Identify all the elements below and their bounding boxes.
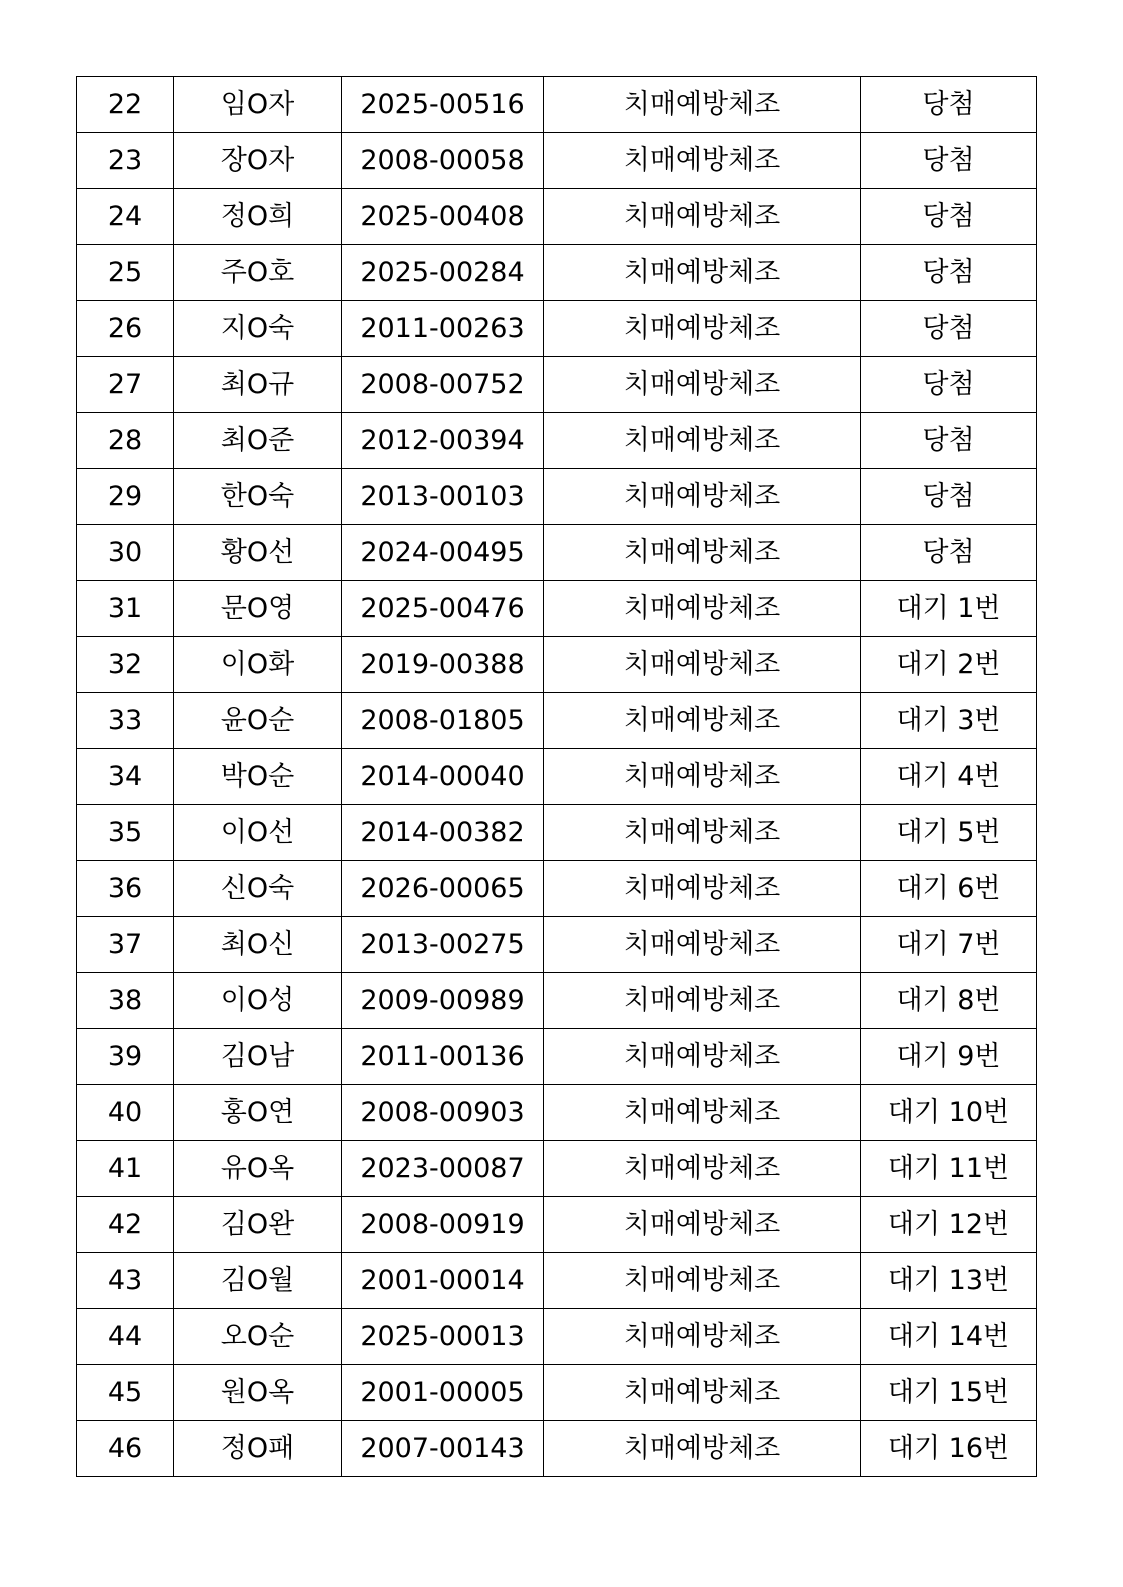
member-id: 2008-01805	[342, 693, 544, 749]
result-status: 대기 14번	[861, 1309, 1037, 1365]
member-id: 2013-00103	[342, 469, 544, 525]
row-number: 46	[77, 1421, 174, 1477]
row-number: 32	[77, 637, 174, 693]
member-name: 김O남	[174, 1029, 342, 1085]
member-name: 장O자	[174, 133, 342, 189]
member-name: 지O숙	[174, 301, 342, 357]
member-id: 2025-00284	[342, 245, 544, 301]
program-name: 치매예방체조	[544, 189, 861, 245]
program-name: 치매예방체조	[544, 749, 861, 805]
result-status: 대기 15번	[861, 1365, 1037, 1421]
result-status: 당첨	[861, 301, 1037, 357]
program-name: 치매예방체조	[544, 133, 861, 189]
row-number: 43	[77, 1253, 174, 1309]
table-row	[77, 805, 1037, 861]
program-name: 치매예방체조	[544, 1141, 861, 1197]
row-number: 28	[77, 413, 174, 469]
result-status: 당첨	[861, 245, 1037, 301]
program-name: 치매예방체조	[544, 805, 861, 861]
member-id: 2008-00058	[342, 133, 544, 189]
member-name: 문O영	[174, 581, 342, 637]
table-row	[77, 357, 1037, 413]
member-name: 이O성	[174, 973, 342, 1029]
result-status: 대기 4번	[861, 749, 1037, 805]
row-number: 29	[77, 469, 174, 525]
row-number: 36	[77, 861, 174, 917]
table-row	[77, 1365, 1037, 1421]
member-id: 2013-00275	[342, 917, 544, 973]
member-name: 주O호	[174, 245, 342, 301]
member-id: 2025-00476	[342, 581, 544, 637]
program-name: 치매예방체조	[544, 301, 861, 357]
program-name: 치매예방체조	[544, 861, 861, 917]
member-name: 박O순	[174, 749, 342, 805]
result-status: 대기 13번	[861, 1253, 1037, 1309]
table-row	[77, 1197, 1037, 1253]
program-name: 치매예방체조	[544, 1309, 861, 1365]
result-status: 대기 11번	[861, 1141, 1037, 1197]
table-row	[77, 861, 1037, 917]
member-name: 최O신	[174, 917, 342, 973]
program-name: 치매예방체조	[544, 973, 861, 1029]
member-id: 2024-00495	[342, 525, 544, 581]
member-id: 2011-00136	[342, 1029, 544, 1085]
row-number: 44	[77, 1309, 174, 1365]
table-row	[77, 1141, 1037, 1197]
table-row	[77, 749, 1037, 805]
row-number: 35	[77, 805, 174, 861]
row-number: 37	[77, 917, 174, 973]
member-name: 최O준	[174, 413, 342, 469]
member-id: 2008-00919	[342, 1197, 544, 1253]
result-status: 당첨	[861, 525, 1037, 581]
table-row	[77, 413, 1037, 469]
result-status: 당첨	[861, 189, 1037, 245]
result-status: 당첨	[861, 357, 1037, 413]
member-id: 2009-00989	[342, 973, 544, 1029]
table-row	[77, 581, 1037, 637]
program-name: 치매예방체조	[544, 1253, 861, 1309]
table-row	[77, 917, 1037, 973]
result-status: 대기 3번	[861, 693, 1037, 749]
table-row	[77, 1309, 1037, 1365]
program-name: 치매예방체조	[544, 637, 861, 693]
member-name: 김O월	[174, 1253, 342, 1309]
row-number: 39	[77, 1029, 174, 1085]
row-number: 33	[77, 693, 174, 749]
member-name: 유O옥	[174, 1141, 342, 1197]
row-number: 42	[77, 1197, 174, 1253]
row-number: 34	[77, 749, 174, 805]
program-name: 치매예방체조	[544, 1029, 861, 1085]
table-row	[77, 1253, 1037, 1309]
table-row	[77, 133, 1037, 189]
program-name: 치매예방체조	[544, 1085, 861, 1141]
result-status: 당첨	[861, 469, 1037, 525]
result-status: 대기 10번	[861, 1085, 1037, 1141]
program-name: 치매예방체조	[544, 525, 861, 581]
member-name: 이O선	[174, 805, 342, 861]
table-row	[77, 1421, 1037, 1477]
program-name: 치매예방체조	[544, 1197, 861, 1253]
member-name: 원O옥	[174, 1365, 342, 1421]
table-row	[77, 189, 1037, 245]
program-name: 치매예방체조	[544, 917, 861, 973]
result-status: 당첨	[861, 133, 1037, 189]
member-name: 임O자	[174, 77, 342, 133]
result-status: 대기 16번	[861, 1421, 1037, 1477]
program-name: 치매예방체조	[544, 357, 861, 413]
program-name: 치매예방체조	[544, 77, 861, 133]
result-status: 대기 12번	[861, 1197, 1037, 1253]
program-name: 치매예방체조	[544, 469, 861, 525]
member-id: 2019-00388	[342, 637, 544, 693]
member-id: 2008-00752	[342, 357, 544, 413]
member-name: 오O순	[174, 1309, 342, 1365]
member-id: 2008-00903	[342, 1085, 544, 1141]
program-name: 치매예방체조	[544, 245, 861, 301]
program-name: 치매예방체조	[544, 413, 861, 469]
table-row	[77, 525, 1037, 581]
row-number: 41	[77, 1141, 174, 1197]
table-row	[77, 1085, 1037, 1141]
program-name: 치매예방체조	[544, 1421, 861, 1477]
result-status: 대기 1번	[861, 581, 1037, 637]
result-status: 대기 2번	[861, 637, 1037, 693]
program-name: 치매예방체조	[544, 693, 861, 749]
table-row	[77, 301, 1037, 357]
member-name: 황O선	[174, 525, 342, 581]
row-number: 24	[77, 189, 174, 245]
table-row	[77, 469, 1037, 525]
result-status: 대기 8번	[861, 973, 1037, 1029]
member-name: 정O희	[174, 189, 342, 245]
row-number: 38	[77, 973, 174, 1029]
row-number: 23	[77, 133, 174, 189]
result-status: 대기 7번	[861, 917, 1037, 973]
member-name: 최O규	[174, 357, 342, 413]
member-id: 2001-00014	[342, 1253, 544, 1309]
lottery-results-table	[76, 76, 1037, 1477]
member-id: 2014-00040	[342, 749, 544, 805]
member-id: 2007-00143	[342, 1421, 544, 1477]
member-name: 정O패	[174, 1421, 342, 1477]
row-number: 45	[77, 1365, 174, 1421]
row-number: 27	[77, 357, 174, 413]
row-number: 40	[77, 1085, 174, 1141]
table-row	[77, 1029, 1037, 1085]
result-status: 대기 5번	[861, 805, 1037, 861]
table-row	[77, 693, 1037, 749]
member-id: 2001-00005	[342, 1365, 544, 1421]
member-id: 2023-00087	[342, 1141, 544, 1197]
table-row	[77, 245, 1037, 301]
result-status: 당첨	[861, 77, 1037, 133]
member-name: 윤O순	[174, 693, 342, 749]
member-id: 2026-00065	[342, 861, 544, 917]
program-name: 치매예방체조	[544, 581, 861, 637]
row-number: 25	[77, 245, 174, 301]
member-name: 이O화	[174, 637, 342, 693]
result-status: 대기 6번	[861, 861, 1037, 917]
member-id: 2012-00394	[342, 413, 544, 469]
member-name: 홍O연	[174, 1085, 342, 1141]
table-body	[77, 77, 1037, 1477]
program-name: 치매예방체조	[544, 1365, 861, 1421]
row-number: 30	[77, 525, 174, 581]
table-row	[77, 77, 1037, 133]
member-name: 한O숙	[174, 469, 342, 525]
member-name: 신O숙	[174, 861, 342, 917]
member-id: 2025-00516	[342, 77, 544, 133]
row-number: 22	[77, 77, 174, 133]
member-name: 김O완	[174, 1197, 342, 1253]
result-status: 대기 9번	[861, 1029, 1037, 1085]
table-row	[77, 637, 1037, 693]
member-id: 2025-00408	[342, 189, 544, 245]
member-id: 2014-00382	[342, 805, 544, 861]
row-number: 26	[77, 301, 174, 357]
member-id: 2011-00263	[342, 301, 544, 357]
result-status: 당첨	[861, 413, 1037, 469]
table-row	[77, 973, 1037, 1029]
member-id: 2025-00013	[342, 1309, 544, 1365]
row-number: 31	[77, 581, 174, 637]
